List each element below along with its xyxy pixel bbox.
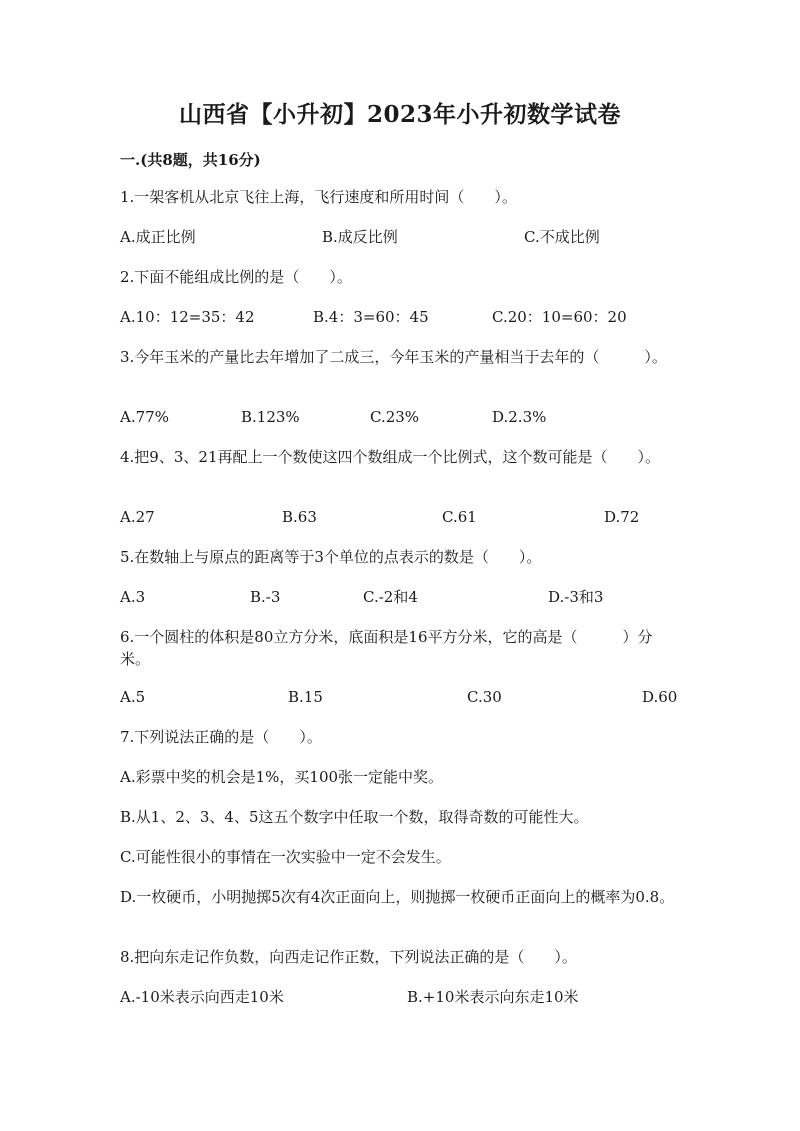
question-stem: 5.在数轴上与原点的距离等于3个单位的点表示的数是（ ）。 [120,548,542,566]
option: A.77% [120,408,169,426]
option: B.从1、2、3、4、5这五个数字中任取一个数，取得奇数的可能性大。 [120,808,589,826]
question-stem: 8.把向东走记作负数，向西走记作正数，下列说法正确的是（ ）。 [120,948,577,966]
options-row [120,586,680,608]
question-stem: 1.一架客机从北京飞往上海，飞行速度和所用时间（ ）。 [120,188,517,206]
options-row [120,686,680,708]
option: A.彩票中奖的机会是1%，买100张一定能中奖。 [120,768,444,786]
option: D.一枚硬币，小明抛掷5次有4次正面向上，则抛掷一枚硬币正面向上的概率为0.8。 [120,888,675,906]
option: D.60 [642,688,678,706]
option: D.2.3% [492,408,547,426]
options-row [120,226,680,248]
option: C.30 [467,688,502,706]
question-stem: 7.下列说法正确的是（ ）。 [120,728,322,746]
question-stem: 6.一个圆柱的体积是80立方分米，底面积是16平方分米，它的高是（ ）分米。 [120,628,653,668]
option: D.-3和3 [548,588,604,606]
option: B.成反比例 [322,228,398,246]
option: A.5 [120,688,146,706]
options-row [120,506,680,528]
question-stem: 3.今年玉米的产量比去年增加了二成三，今年玉米的产量相当于去年的（ ）。 [120,348,667,366]
option: A.成正比例 [120,228,196,246]
options-row [120,406,680,428]
option: B.+10米表示向东走10米 [407,988,579,1006]
question-stem: 2.下面不能组成比例的是（ ）。 [120,268,352,286]
option: C.不成比例 [524,228,600,246]
section-heading: 一.(共8题，共16分) [120,151,261,169]
option: C.20：10=60：20 [492,308,627,326]
option: B.63 [282,508,317,526]
option: B.123% [241,408,300,426]
option: A.10：12=35：42 [120,308,255,326]
options-row [120,306,680,328]
option: B.-3 [250,588,281,606]
option: A.3 [120,588,146,606]
question-stem: 4.把9、3、21再配上一个数使这四个数组成一个比例式，这个数可能是（ ）。 [120,448,660,466]
options-row [120,986,680,1008]
exam-title: 山西省【小升初】2023年小升初数学试卷 [178,101,621,128]
option: B.15 [288,688,323,706]
option: C.可能性很小的事情在一次实验中一定不会发生。 [120,848,451,866]
option: C.-2和4 [363,588,418,606]
option: C.61 [442,508,477,526]
option: C.23% [370,408,420,426]
option: A.-10米表示向西走10米 [120,988,284,1006]
option: A.27 [120,508,155,526]
option: D.72 [604,508,640,526]
option: B.4：3=60：45 [313,308,429,326]
